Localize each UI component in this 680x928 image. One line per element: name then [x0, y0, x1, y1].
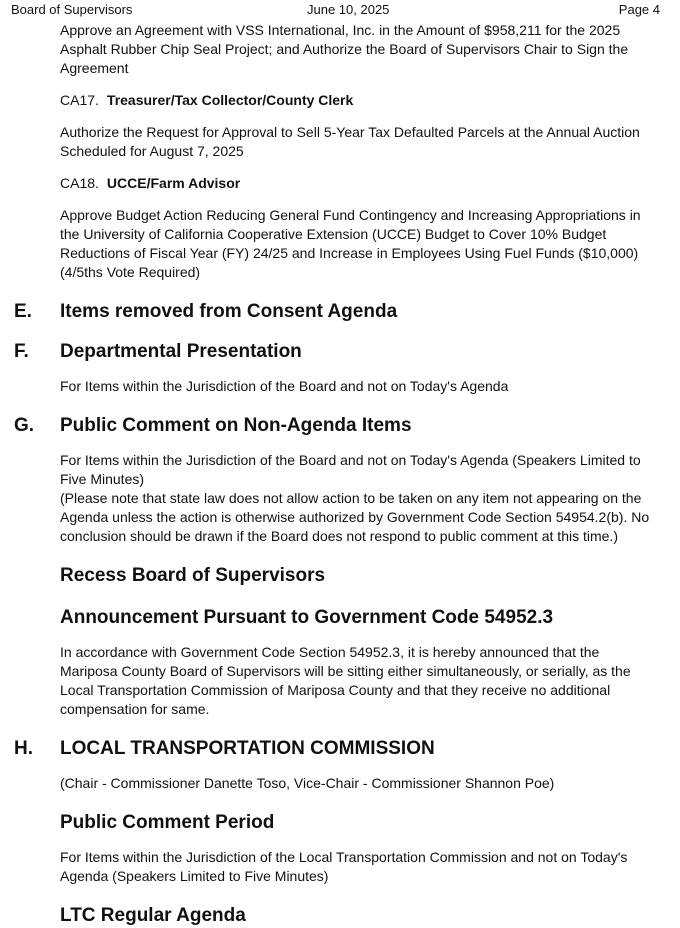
section-e-letter: E.: [14, 301, 32, 322]
announcement-heading: Announcement Pursuant to Government Code 54952.3: [60, 607, 554, 628]
ca18-number: CA18.: [60, 175, 99, 191]
header-page-number: Page 4: [618, 2, 660, 17]
section-g-heading: [0, 414, 680, 438]
section-f-title: Departmental Presentation: [60, 341, 302, 362]
section-f-description: For Items within the Jurisdiction of the Board and not on Today's Agenda: [60, 378, 509, 394]
section-e-title: Items removed from Consent Agenda: [60, 301, 398, 322]
public-comment-heading: Public Comment Period: [60, 812, 275, 833]
public-comment-description: For Items within the Jurisdiction of the Local Transportation Commission and not on Today's Agenda (Speakers Limited to Five Minutes): [60, 849, 628, 884]
ca18-description: Approve Budget Action Reducing General Fund Contingency and Increasing Appropriations in the University of California Cooperative Extension (UCCE) Budget to Cover 10% Budget Reductions of Fiscal Year (FY) 24/25 and Increase in Employees Using Fuel Funds ($10,000) (4/5ths Vote Required): [60, 207, 641, 280]
section-f-letter: F.: [14, 341, 29, 362]
section-h-title: LOCAL TRANSPORTATION COMMISSION: [60, 738, 435, 759]
ca18-heading: [60, 174, 656, 193]
ca16-description: Approve an Agreement with VSS International, Inc. in the Amount of $958,211 for the 2025 Asphalt Rubber Chip Seal Project; and Authorize the Board of Supervisors Chair to Sign the Agreement: [60, 22, 629, 76]
section-h-description: (Chair - Commissioner Danette Toso, Vice-Chair - Commissioner Shannon Poe): [60, 775, 555, 791]
section-g-note: (Please note that state law does not allow action to be taken on any item not appearing on the Agenda unless the action is otherwise authorized by Government Code Section 54954.2(b). No conclusion should be drawn if the Board does not respond to public comment at this time.): [60, 490, 650, 544]
section-g-title: Public Comment on Non-Agenda Items: [60, 415, 412, 436]
section-f-heading: [0, 340, 680, 364]
page-header: [11, 2, 660, 18]
header-date: June 10, 2025: [307, 2, 390, 17]
ca18-title: UCCE/Farm Advisor: [106, 175, 241, 191]
ltc-agenda-heading: LTC Regular Agenda: [60, 905, 246, 926]
recess-heading: Recess Board of Supervisors: [60, 565, 326, 586]
ca17-title: Treasurer/Tax Collector/County Clerk: [106, 92, 354, 108]
agenda-content: [0, 21, 680, 928]
section-g-letter: G.: [14, 415, 35, 436]
announcement-description: In accordance with Government Code Section 54952.3, it is hereby announced that the Mariposa County Board of Supervisors will be sitting either simultaneously, or serially, as the Local Transportation Commission of Mariposa County and that they receive no additional compensation for same.: [60, 644, 631, 717]
section-g-description: For Items within the Jurisdiction of the Board and not on Today's Agenda (Speakers Limited to Five Minutes): [60, 452, 641, 487]
header-board-name: Board of Supervisors: [11, 2, 133, 17]
section-h-letter: H.: [14, 738, 33, 759]
ca17-description: Authorize the Request for Approval to Sell 5-Year Tax Defaulted Parcels at the Annual Auction Scheduled for August 7, 2025: [60, 124, 640, 159]
ca17-number: CA17.: [60, 92, 99, 108]
section-h-heading: [0, 737, 680, 761]
section-e-heading: [0, 300, 680, 324]
ca17-heading: [60, 91, 656, 110]
